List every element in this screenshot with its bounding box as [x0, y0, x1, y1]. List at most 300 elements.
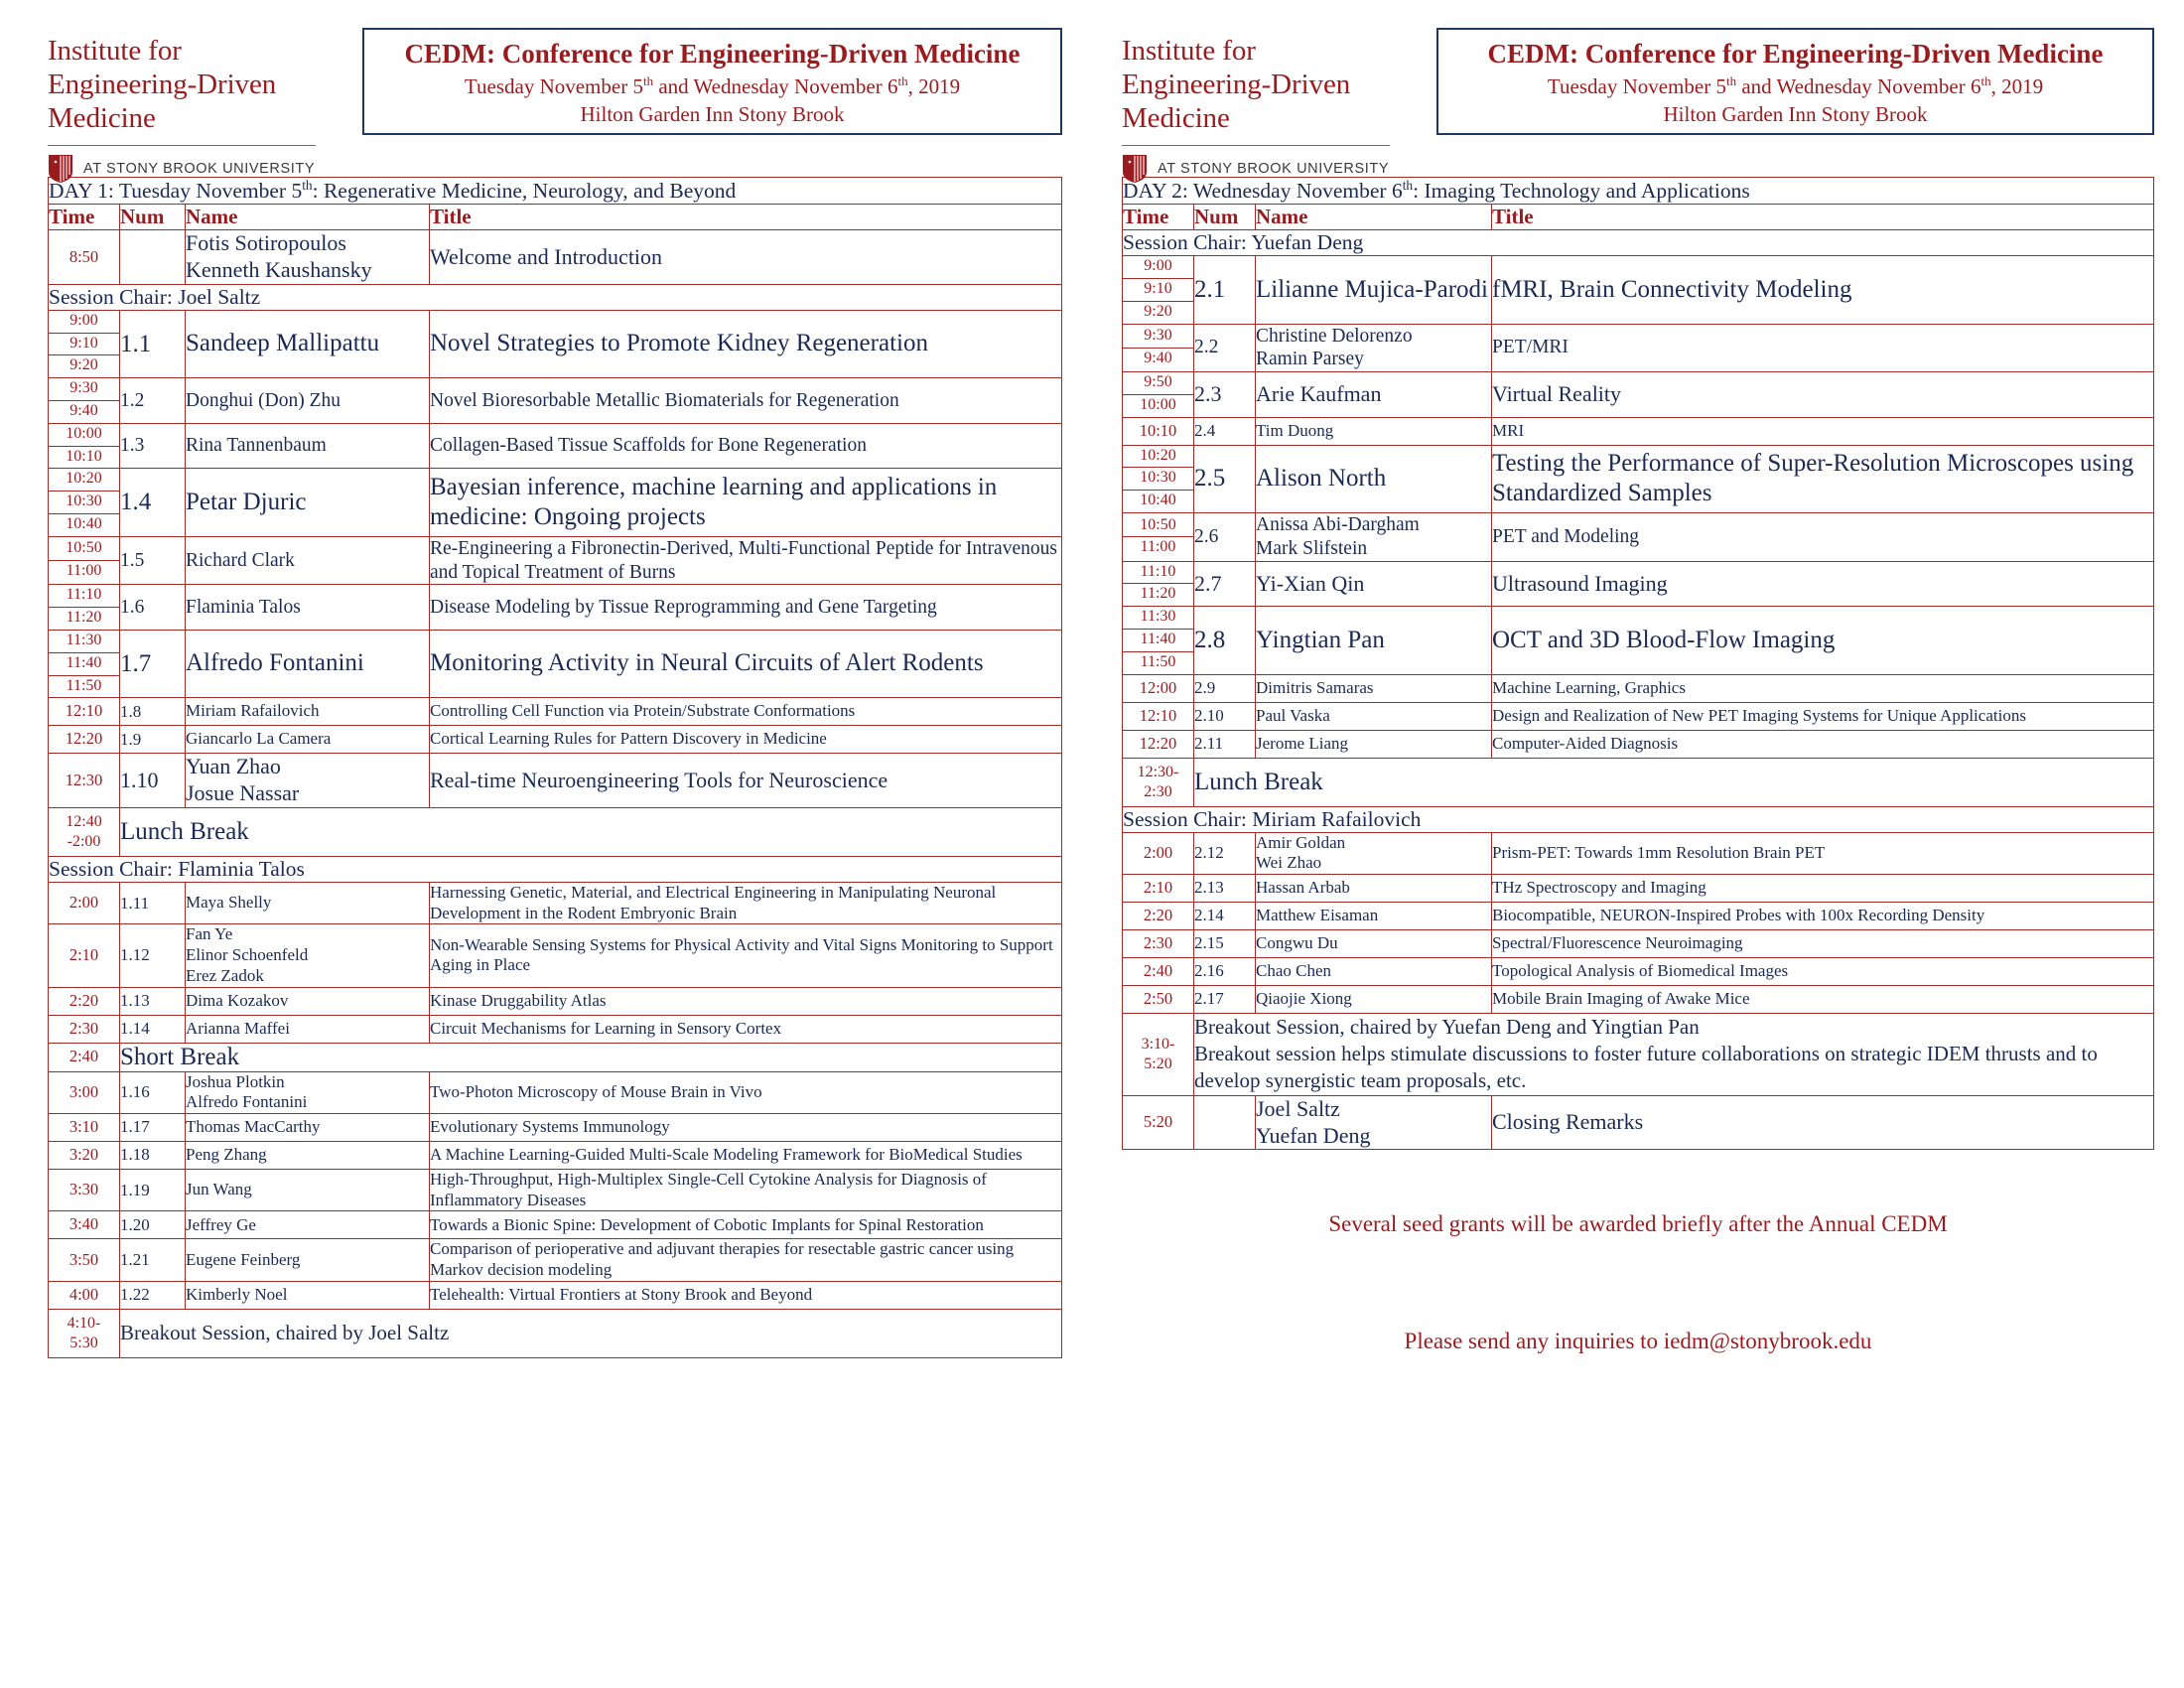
time-slot: 10:30 [49, 492, 119, 514]
talk-title: Circuit Mechanisms for Learning in Sensory Cortex [430, 1015, 1062, 1043]
talk-number: 1.9 [120, 726, 186, 754]
time-label: 12:20 [65, 729, 103, 749]
time-label: 12:20 [1139, 733, 1177, 753]
talk-title: Closing Remarks [1492, 1095, 2154, 1150]
speaker-name: Congwu Du [1256, 929, 1492, 957]
talk-title: Real-time Neuroengineering Tools for Neuroscience [430, 754, 1062, 808]
speaker-name: Dima Kozakov [186, 987, 430, 1015]
time-slot: 10:40 [66, 514, 102, 532]
table-row [49, 1141, 1062, 1169]
talk-title: Cortical Learning Rules for Pattern Discovery in Medicine [430, 726, 1062, 754]
institute-name2-line2: Engineering-Driven [1122, 69, 1351, 101]
time-slot: 9:20 [69, 356, 98, 374]
table-row [1123, 372, 2154, 418]
conference-title-2: CEDM: Conference for Engineering-Driven Medicine [1487, 39, 2104, 69]
speaker-name: Maya Shelly [186, 882, 430, 923]
talk-number: 1.6 [120, 585, 186, 631]
column-header-time: Time [49, 205, 120, 230]
talk-title: Biocompatible, NEURON-Inspired Probes with 100x Recording Density [1492, 902, 2154, 929]
speaker-name: Petar Djuric [186, 469, 430, 536]
time-label: 2:10 [1143, 877, 1173, 897]
talk-number: 2.15 [1194, 929, 1256, 957]
session-chair-row: Session Chair: Flaminia Talos [49, 856, 1062, 882]
time-label: 12:30 [65, 770, 103, 789]
speaker-name: Eugene Feinberg [186, 1239, 430, 1281]
speaker-name: Donghui (Don) Zhu [186, 378, 430, 424]
talk-number: 2.7 [1194, 561, 1256, 607]
time-cell [49, 924, 120, 987]
talk-number [1194, 1095, 1256, 1150]
time-label: 3:30 [68, 1180, 99, 1199]
talk-title: Evolutionary Systems Immunology [430, 1114, 1062, 1142]
time-label: 3:20 [68, 1144, 99, 1164]
column-header-num: Num [1194, 205, 1256, 230]
time-slot: 9:50 [1123, 372, 1193, 395]
day2-schedule-table [1122, 177, 2154, 1150]
table-row [49, 1071, 1062, 1113]
table-row [49, 585, 1062, 631]
time-slot: 11:00 [1140, 538, 1176, 556]
day2-column [1092, 0, 2184, 1688]
conference-dates-2 [1448, 72, 2142, 101]
time-label: 3:10 [68, 1117, 99, 1136]
talk-number: 1.11 [120, 882, 186, 923]
talk-title: OCT and 3D Blood-Flow Imaging [1492, 607, 2154, 674]
time-label: 12:30- 2:30 [1137, 763, 1179, 800]
speaker-name: Jerome Liang [1256, 730, 1492, 758]
table-row [1123, 1095, 2154, 1150]
talk-number: 1.8 [120, 698, 186, 726]
talk-number: 2.6 [1194, 513, 1256, 562]
time-cell [1123, 730, 1194, 758]
table-row [1123, 957, 2154, 985]
table-row [1123, 702, 2154, 730]
time-cell [1123, 929, 1194, 957]
time-cell [49, 1169, 120, 1210]
speaker-name: Arie Kaufman [1256, 372, 1492, 418]
talk-number: 1.16 [120, 1071, 186, 1113]
time-slot: 11:10 [49, 585, 119, 608]
time-slot: 10:40 [1140, 492, 1176, 509]
time-slot: 10:20 [49, 469, 119, 492]
talk-title: Harnessing Genetic, Material, and Electrical Engineering in Manipulating Neuronal Development in the Rodent Embryonic Brain [430, 882, 1062, 923]
time-cell [49, 1309, 120, 1357]
time-slot: 10:30 [1123, 468, 1193, 491]
table-row [1123, 607, 2154, 674]
talk-number: 1.20 [120, 1211, 186, 1239]
table-row [49, 1169, 1062, 1210]
time-cell [49, 1211, 120, 1239]
time-slot: 11:50 [66, 676, 102, 694]
time-slot: 10:00 [49, 424, 119, 447]
time-slot: 11:00 [66, 562, 102, 580]
talk-number: 1.2 [120, 378, 186, 424]
column-header-num: Num [120, 205, 186, 230]
talk-title: Spectral/Fluorescence Neuroimaging [1492, 929, 2154, 957]
institute-name-line2: Engineering-Driven [48, 69, 277, 101]
speaker-name: Fotis Sotiropoulos Kenneth Kaushansky [186, 230, 430, 285]
time-cell [49, 378, 120, 424]
table-row [1123, 902, 2154, 929]
table-row [1123, 561, 2154, 607]
table-row [49, 987, 1062, 1015]
talk-number: 1.22 [120, 1281, 186, 1309]
time-cell [49, 726, 120, 754]
time-cell [49, 630, 120, 697]
time-slot: 9:30 [49, 378, 119, 401]
time-cell [1123, 758, 1194, 806]
speaker-name: Thomas MacCarthy [186, 1114, 430, 1142]
time-label: 2:00 [68, 893, 99, 913]
speaker-name: Alison North [1256, 445, 1492, 512]
dates-ordinal-1b: th [1725, 73, 1737, 89]
time-cell [1123, 607, 1194, 674]
time-cell [49, 230, 120, 285]
talk-title: Welcome and Introduction [430, 230, 1062, 285]
time-label: 2:50 [1143, 988, 1173, 1008]
time-cell [49, 1281, 120, 1309]
time-stack [49, 538, 119, 583]
talk-title: THz Spectroscopy and Imaging [1492, 874, 2154, 902]
talk-title: PET and Modeling [1492, 513, 2154, 562]
institute-name2-line3: Medicine [1122, 102, 1230, 135]
time-label: 3:00 [68, 1081, 99, 1101]
time-cell [49, 1043, 120, 1071]
talk-number: 2.5 [1194, 445, 1256, 512]
time-slot: 11:30 [49, 631, 119, 653]
day-heading: DAY 2: Wednesday November 6th: Imaging Technology and Applications [1123, 178, 2154, 205]
table-row [49, 1211, 1062, 1239]
time-slot: 9:40 [69, 402, 98, 419]
university-label: AT STONY BROOK UNIVERSITY [83, 160, 316, 177]
time-cell [1123, 372, 1194, 418]
talk-title: Novel Bioresorbable Metallic Biomaterials for Regeneration [430, 378, 1062, 424]
time-stack [1123, 562, 1193, 607]
speaker-name: Dimitris Samaras [1256, 674, 1492, 702]
speaker-name: Yuan Zhao Josue Nassar [186, 754, 430, 808]
talk-number: 1.14 [120, 1015, 186, 1043]
speaker-name: Paul Vaska [1256, 702, 1492, 730]
time-cell [49, 987, 120, 1015]
table-row [49, 754, 1062, 808]
speaker-name: Fan Ye Elinor Schoenfeld Erez Zadok [186, 924, 430, 987]
table-row [49, 1015, 1062, 1043]
time-slot: 10:20 [1123, 446, 1193, 469]
time-slot: 11:20 [1140, 585, 1176, 603]
table-row [1123, 445, 2154, 512]
talk-number: 2.4 [1194, 417, 1256, 445]
speaker-name: Richard Clark [186, 536, 430, 585]
time-cell [49, 310, 120, 377]
time-slot: 9:20 [1144, 302, 1172, 320]
time-cell [49, 469, 120, 536]
institute-brand-2 [1122, 28, 1425, 184]
institute-name [48, 34, 350, 136]
table-row [49, 807, 1062, 856]
talk-number: 2.8 [1194, 607, 1256, 674]
time-cell [49, 1071, 120, 1113]
time-cell [1123, 985, 1194, 1013]
talk-title: Kinase Druggability Atlas [430, 987, 1062, 1015]
table-row [1123, 985, 2154, 1013]
time-label: 10:10 [1139, 420, 1177, 440]
breakout-session-cell: Breakout Session, chaired by Yuefan Deng and Yingtian Pan Breakout session helps stimulate discussions to foster future collaborations on strategic IDEM thrusts and to develop synergistic team proposals, etc. [1194, 1013, 2154, 1095]
speaker-name: Qiaojie Xiong [1256, 985, 1492, 1013]
speaker-name: Yi-Xian Qin [1256, 561, 1492, 607]
talk-title: Design and Realization of New PET Imaging Systems for Unique Applications [1492, 702, 2154, 730]
talk-title: Towards a Bionic Spine: Development of Cobotic Implants for Spinal Restoration [430, 1211, 1062, 1239]
speaker-name: Miriam Rafailovich [186, 698, 430, 726]
talk-title: Re-Engineering a Fibronectin-Derived, Multi-Functional Peptide for Intravenous and Topical Treatment of Burns [430, 536, 1062, 585]
speaker-name: Lilianne Mujica-Parodi [1256, 256, 1492, 324]
dates-ordinal-2b: th [1980, 73, 1991, 89]
time-label: 2:10 [68, 945, 99, 964]
dates-prefix-2: Tuesday November 5 [1547, 74, 1726, 99]
table-row [1123, 806, 2154, 832]
column-header-title: Title [1492, 205, 2154, 230]
table-row [1123, 513, 2154, 562]
talk-number: 1.18 [120, 1141, 186, 1169]
talk-title: MRI [1492, 417, 2154, 445]
time-stack [49, 311, 119, 377]
talk-title: Two-Photon Microscopy of Mouse Brain in Vivo [430, 1071, 1062, 1113]
time-stack [49, 469, 119, 535]
time-cell [49, 754, 120, 808]
letterhead-day1 [48, 28, 1062, 177]
table-row [49, 1239, 1062, 1281]
time-label: 3:50 [68, 1249, 99, 1269]
time-slot: 10:50 [49, 538, 119, 561]
table-row [49, 469, 1062, 536]
day-heading: DAY 1: Tuesday November 5th: Regenerative Medicine, Neurology, and Beyond [49, 178, 1062, 205]
time-label: 12:10 [1139, 705, 1177, 725]
time-stack [1123, 256, 1193, 323]
time-label: 2:20 [1143, 905, 1173, 924]
break-cell: Lunch Break [1194, 758, 2154, 806]
conference-venue-2: Hilton Garden Inn Stony Brook [1663, 102, 1928, 127]
table-row [1123, 417, 2154, 445]
table-row [1123, 832, 2154, 874]
time-slot: 11:50 [1140, 652, 1176, 670]
university-label-2: AT STONY BROOK UNIVERSITY [1158, 160, 1390, 177]
table-row [1123, 730, 2154, 758]
talk-title: Bayesian inference, machine learning and applications in medicine: Ongoing projects [430, 469, 1062, 536]
conference-title-box-2 [1436, 28, 2154, 135]
time-label: 2:30 [68, 1018, 99, 1038]
speaker-name: Christine Delorenzo Ramin Parsey [1256, 324, 1492, 372]
session-chair-row: Session Chair: Yuefan Deng [1123, 230, 2154, 256]
time-slot: 10:00 [1140, 395, 1176, 413]
time-label: 12:00 [1139, 677, 1177, 697]
dates-prefix: Tuesday November 5 [464, 74, 643, 99]
talk-number: 1.21 [120, 1239, 186, 1281]
time-cell [1123, 702, 1194, 730]
time-slot: 10:10 [66, 447, 102, 465]
time-label: 2:30 [1143, 932, 1173, 952]
time-stack [1123, 326, 1193, 370]
time-slot: 11:30 [1123, 607, 1193, 630]
time-stack [1123, 515, 1193, 560]
speaker-name: Rina Tannenbaum [186, 423, 430, 469]
talk-title: Disease Modeling by Tissue Reprogramming and Gene Targeting [430, 585, 1062, 631]
conference-title-box [362, 28, 1062, 135]
time-cell [49, 698, 120, 726]
talk-title: Novel Strategies to Promote Kidney Regeneration [430, 310, 1062, 377]
time-label: 2:40 [68, 1047, 99, 1066]
breakout-session-cell: Breakout Session, chaired by Joel Saltz [120, 1309, 1062, 1357]
time-slot: 9:00 [1123, 256, 1193, 279]
speaker-name: Matthew Eisaman [1256, 902, 1492, 929]
table-row [49, 1309, 1062, 1357]
table-row [1123, 674, 2154, 702]
time-cell [1123, 256, 1194, 324]
table-row [49, 230, 1062, 285]
speaker-name: Jun Wang [186, 1169, 430, 1210]
dates-suffix: , 2019 [907, 74, 961, 99]
speaker-name: Jeffrey Ge [186, 1211, 430, 1239]
time-cell [49, 585, 120, 631]
speaker-name: Joshua Plotkin Alfredo Fontanini [186, 1071, 430, 1113]
time-cell [1123, 832, 1194, 874]
conference-dates [374, 72, 1050, 101]
time-cell [49, 1239, 120, 1281]
talk-number: 1.3 [120, 423, 186, 469]
time-label: 3:10- 5:20 [1141, 1035, 1175, 1072]
column-header-name: Name [186, 205, 430, 230]
talk-title: Telehealth: Virtual Frontiers at Stony Brook and Beyond [430, 1281, 1062, 1309]
table-row [1123, 758, 2154, 806]
time-slot: 11:40 [49, 653, 119, 676]
speaker-name: Peng Zhang [186, 1141, 430, 1169]
time-label: 12:40 -2:00 [66, 812, 102, 850]
time-label: 3:40 [68, 1214, 99, 1234]
column-header-time: Time [1123, 205, 1194, 230]
talk-title: Collagen-Based Tissue Scaffolds for Bone Regeneration [430, 423, 1062, 469]
time-cell [49, 423, 120, 469]
seed-grants-note: Several seed grants will be awarded briefly after the Annual CEDM [1328, 1211, 1948, 1237]
speaker-name: Amir Goldan Wei Zhao [1256, 832, 1492, 874]
speaker-name: Hassan Arbab [1256, 874, 1492, 902]
time-label: 2:20 [68, 990, 99, 1010]
time-stack [1123, 446, 1193, 512]
time-label: 8:50 [68, 246, 99, 266]
talk-number: 1.1 [120, 310, 186, 377]
dates-ordinal-2: th [897, 73, 908, 89]
time-cell [49, 536, 120, 585]
talk-title: Mobile Brain Imaging of Awake Mice [1492, 985, 2154, 1013]
talk-number: 2.17 [1194, 985, 1256, 1013]
column-header-name: Name [1256, 205, 1492, 230]
time-stack [49, 631, 119, 697]
time-cell [1123, 561, 1194, 607]
speaker-name: Yingtian Pan [1256, 607, 1492, 674]
time-stack [49, 585, 119, 630]
time-cell [49, 1141, 120, 1169]
dates-middle-2: and Wednesday November 6 [1736, 74, 1981, 99]
time-label: 2:00 [1143, 842, 1173, 862]
table-row [49, 856, 1062, 882]
table-row [49, 882, 1062, 923]
brand-divider-2 [1122, 145, 1390, 146]
time-cell [1123, 902, 1194, 929]
speaker-name: Tim Duong [1256, 417, 1492, 445]
talk-number: 2.14 [1194, 902, 1256, 929]
talk-number: 1.12 [120, 924, 186, 987]
talk-number: 1.17 [120, 1114, 186, 1142]
time-stack [1123, 372, 1193, 417]
table-row [1123, 230, 2154, 256]
talk-title: A Machine Learning-Guided Multi-Scale Modeling Framework for BioMedical Studies [430, 1141, 1062, 1169]
talk-title: High-Throughput, High-Multiplex Single-Cell Cytokine Analysis for Diagnosis of Inflammatory Diseases [430, 1169, 1062, 1210]
table-row [49, 378, 1062, 424]
time-cell [49, 882, 120, 923]
time-slot: 11:40 [1123, 630, 1193, 652]
speaker-name: Anissa Abi-Dargham Mark Slifstein [1256, 513, 1492, 562]
time-slot: 11:10 [1123, 562, 1193, 585]
time-slot: 9:40 [1144, 349, 1172, 366]
talk-number: 2.12 [1194, 832, 1256, 874]
table-row [1123, 874, 2154, 902]
time-cell [1123, 674, 1194, 702]
speaker-name: Chao Chen [1256, 957, 1492, 985]
time-label: 12:10 [65, 701, 103, 721]
time-label: 2:40 [1143, 960, 1173, 980]
letterhead-day2 [1122, 28, 2154, 177]
talk-title: PET/MRI [1492, 324, 2154, 372]
speaker-name: Arianna Maffei [186, 1015, 430, 1043]
dates-ordinal-1: th [642, 73, 654, 89]
time-slot: 10:50 [1123, 515, 1193, 538]
inquiries-note: Please send any inquiries to iedm@stonybrook.edu [1404, 1329, 1872, 1354]
talk-number: 2.3 [1194, 372, 1256, 418]
time-cell [1123, 874, 1194, 902]
brand-divider [48, 145, 316, 146]
talk-number: 2.2 [1194, 324, 1256, 372]
talk-number [120, 230, 186, 285]
speaker-name: Kimberly Noel [186, 1281, 430, 1309]
talk-title: Virtual Reality [1492, 372, 2154, 418]
table-row [1123, 256, 2154, 324]
talk-number: 2.16 [1194, 957, 1256, 985]
time-stack [49, 378, 119, 423]
time-slot: 9:10 [1123, 279, 1193, 302]
session-chair-row: Session Chair: Miriam Rafailovich [1123, 806, 2154, 832]
talk-number: 1.5 [120, 536, 186, 585]
time-slot: 9:00 [49, 311, 119, 334]
time-slot: 11:20 [66, 609, 102, 627]
table-row [49, 284, 1062, 310]
speaker-name: Alfredo Fontanini [186, 630, 430, 697]
time-cell [1123, 957, 1194, 985]
column-header-title: Title [430, 205, 1062, 230]
conference-venue: Hilton Garden Inn Stony Brook [580, 102, 845, 127]
talk-title: Testing the Performance of Super-Resolution Microscopes using Standardized Samples [1492, 445, 2154, 512]
table-row [49, 536, 1062, 585]
time-stack [1123, 607, 1193, 673]
time-cell [1123, 324, 1194, 372]
time-slot: 9:10 [49, 334, 119, 356]
table-row [1123, 1013, 2154, 1095]
institute-name-line1: Institute for [48, 35, 182, 67]
speaker-name: Giancarlo La Camera [186, 726, 430, 754]
institute-brand [48, 28, 350, 184]
time-cell [1123, 445, 1194, 512]
time-stack [49, 424, 119, 469]
table-row [49, 630, 1062, 697]
talk-title: Machine Learning, Graphics [1492, 674, 2154, 702]
talk-title: Monitoring Activity in Neural Circuits of Alert Rodents [430, 630, 1062, 697]
talk-title: Topological Analysis of Biomedical Images [1492, 957, 2154, 985]
